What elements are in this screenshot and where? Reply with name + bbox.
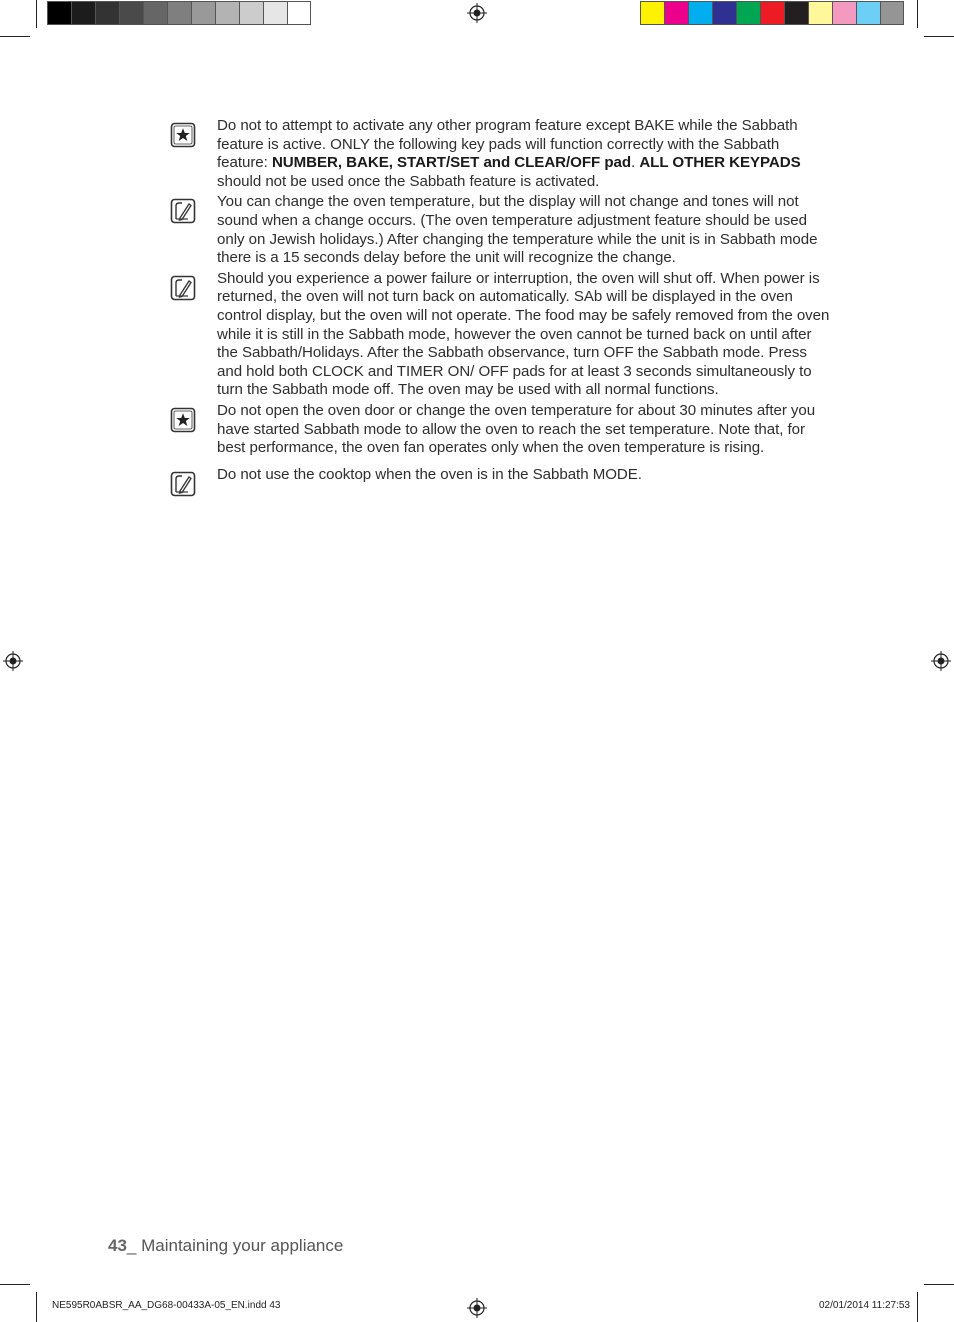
gray-swatch [287, 1, 311, 25]
color-swatch [760, 1, 784, 25]
note-item [170, 117, 830, 191]
note-text-span: You can change the oven temperature, but the display will not change and tones will not sound when a change occurs. (The oven temperature adjustment feature should be used only on Jewish holidays.) After changing the temperature while the unit is in Sabbath mode there is a 15 seconds delay before the unit will recognize the change. [217, 193, 818, 267]
note-text [217, 193, 830, 267]
gray-swatch [191, 1, 215, 25]
gray-swatch [119, 1, 143, 25]
crop-mark [917, 0, 918, 28]
note-text-span: Do not use the cooktop when the oven is in the Sabbath MODE. [217, 465, 642, 483]
note-pen-icon [170, 471, 196, 497]
gray-swatch [95, 1, 119, 25]
note-item [170, 466, 830, 497]
note-text [217, 466, 642, 485]
gray-swatch [215, 1, 239, 25]
star-icon [170, 407, 196, 433]
gray-swatch [167, 1, 191, 25]
sabbath-notes-list [170, 117, 830, 499]
slug-filename: NE595R0ABSR_AA_DG68-00433A-05_EN.indd 43 [52, 1300, 281, 1311]
gray-swatch [263, 1, 287, 25]
color-swatch [712, 1, 736, 25]
note-text-span: . [631, 154, 640, 172]
page-number: 43 [108, 1236, 127, 1255]
crop-mark [0, 1284, 30, 1285]
section-title: _ Maintaining your appliance [126, 1236, 344, 1255]
gray-swatch [143, 1, 167, 25]
registration-mark-icon [467, 1298, 487, 1318]
star-icon [170, 122, 196, 148]
grayscale-color-bar [47, 1, 311, 25]
note-pen-icon [170, 275, 196, 301]
note-text-span: Should you experience a power failure or interruption, the oven will shut off. When power is returned, the oven will not turn back on automatically. SAb will be displayed in the oven control display, but the oven will not operate. The food may be safely removed from the oven while it is still in the Sabbath mode, however the oven cannot be turned back on until after the Sabbath/Holidays. After the Sabbath observance, turn OFF the Sabbath mode. Press and hold both CLOCK and TIMER ON/ OFF pads for at least 3 seconds simultaneously to turn the Sabbath mode off. The oven may be used with all normal functions. [217, 269, 830, 399]
note-item [170, 193, 830, 267]
note-text-span: Do not open the oven door or change the oven temperature for about 30 minutes after you have started Sabbath mode to allow the oven to reach the set temperature. Note that, for best performance, the oven fan operates only when the oven temperature is rising. [217, 401, 816, 457]
crop-mark [36, 1292, 37, 1322]
crop-mark [36, 0, 37, 28]
note-text-span: should not be used once the Sabbath feature is activated. [217, 172, 600, 190]
color-swatch [880, 1, 904, 25]
color-swatch [856, 1, 880, 25]
color-swatch [832, 1, 856, 25]
note-text [217, 270, 830, 400]
gray-swatch [71, 1, 95, 25]
note-pen-icon [170, 198, 196, 224]
color-swatch [736, 1, 760, 25]
crop-mark [917, 1292, 918, 1322]
note-text-span: Do not to attempt to activate any other program feature except BAKE while the Sabbath feature is active. ONLY the following key pads will function correctly with the Sabbath feature: [217, 117, 798, 172]
crop-mark [0, 36, 30, 37]
crop-mark [924, 1284, 954, 1285]
slug-datetime: 02/01/2014 11:27:53 [818, 1300, 910, 1311]
note-text [217, 402, 830, 458]
process-color-bar [640, 1, 904, 25]
registration-mark-icon [3, 651, 23, 671]
color-swatch [688, 1, 712, 25]
page-footer [108, 1236, 343, 1256]
note-item [170, 270, 830, 400]
color-swatch [640, 1, 664, 25]
crop-mark [924, 36, 954, 37]
note-text [217, 117, 830, 191]
color-swatch [664, 1, 688, 25]
note-item [170, 402, 830, 458]
registration-mark-icon [467, 3, 487, 23]
note-text-bold: ALL OTHER KEYPADS [639, 154, 801, 172]
color-swatch [808, 1, 832, 25]
note-text-bold: NUMBER, BAKE, START/SET and CLEAR/OFF pad [271, 154, 632, 172]
color-swatch [784, 1, 808, 25]
registration-mark-icon [931, 651, 951, 671]
gray-swatch [239, 1, 263, 25]
gray-swatch [47, 1, 71, 25]
